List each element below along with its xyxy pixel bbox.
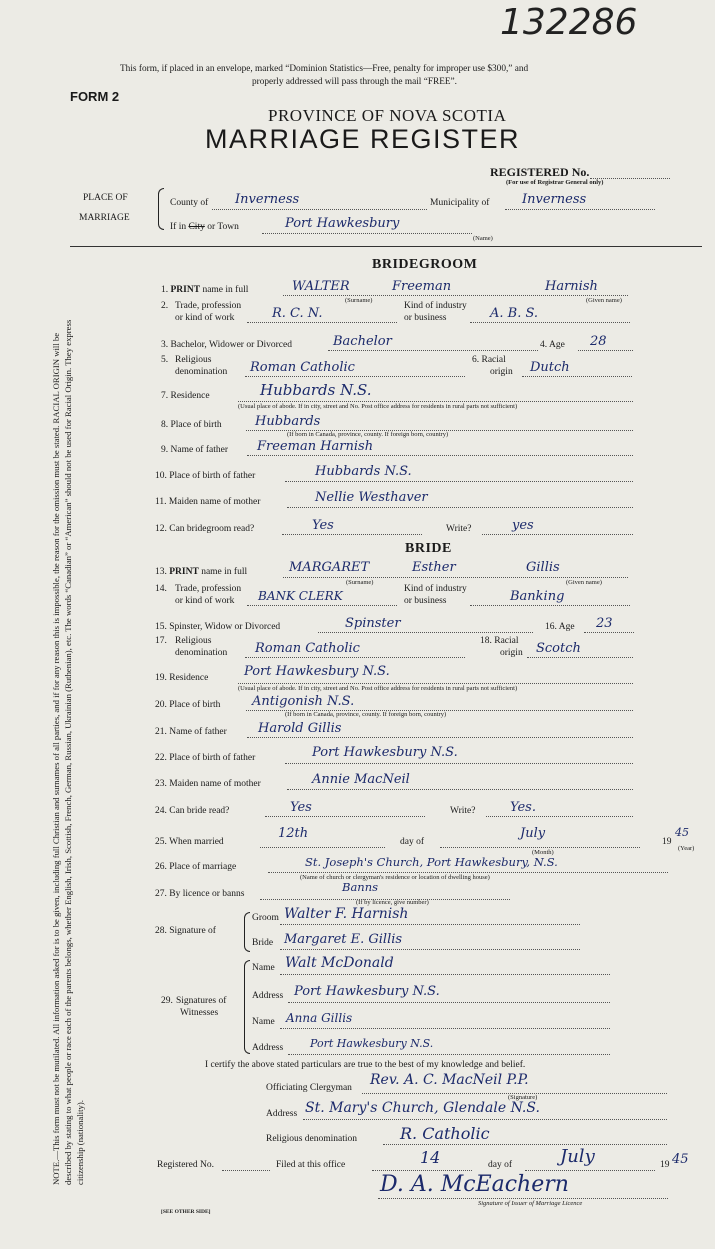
bride-father-birthplace-label: 22. Place of birth of father: [155, 753, 256, 763]
married-date-label: 25. When married: [155, 837, 224, 847]
place-of-label: PLACE OF: [83, 193, 128, 203]
mailing-note-line1: This form, if placed in an envelope, marked “Dominion Statistics—Free, penalty for improper use $300,” and: [120, 64, 529, 74]
married-month-note: (Month): [532, 849, 554, 856]
clergy-address: St. Mary's Church, Glendale N.S.: [305, 1100, 540, 1116]
bridegroom-heading: BRIDEGROOM: [372, 257, 478, 272]
bride-racial: Scotch: [536, 641, 581, 656]
groom-trade-line: [247, 322, 397, 323]
groom-sig-line: [280, 924, 580, 925]
bride-sig-label: Bride: [252, 938, 274, 948]
footer-month-line: [525, 1170, 655, 1171]
bride-age-label: 16. Age: [545, 622, 575, 632]
see-other-side: [SEE OTHER SIDE]: [161, 1209, 211, 1215]
town-name-note: (Name): [473, 235, 493, 242]
municipality-label: Municipality of: [430, 198, 490, 208]
married-month-line: [440, 847, 640, 848]
groom-industry-label-b: or business: [404, 313, 447, 323]
bride-given2: Esther: [412, 560, 456, 575]
footer-registered-line: [222, 1170, 270, 1171]
w2-name: Anna Gillis: [286, 1011, 353, 1025]
married-year-note: (Year): [678, 845, 695, 852]
groom-given2: Freeman: [392, 279, 452, 294]
clergy-addr-label: Address: [266, 1109, 298, 1119]
footer-registered-label: Registered No.: [157, 1160, 214, 1170]
footer-year-prefix: 19: [660, 1160, 670, 1170]
w2-name-label: Name: [252, 1017, 275, 1027]
registered-no-note: (For use of Registrar General only): [506, 179, 604, 186]
groom-given1: WALTER: [292, 279, 350, 294]
footer-filed-day: 14: [420, 1148, 441, 1167]
bride-residence-note: (Usual place of abode. If in city, street and No. Post office address for residents in rural parts not sufficient): [238, 685, 518, 692]
groom-trade-label-a: Trade, profession: [175, 301, 242, 311]
groom-residence-note: (Usual place of abode. If in city, street and No. Post office address for residents in rural parts not sufficient): [238, 403, 518, 410]
groom-age: 28: [590, 334, 607, 349]
groom-father-line: [247, 455, 633, 456]
w1-name: Walt McDonald: [285, 955, 394, 971]
groom-father-birthplace-line: [285, 481, 633, 482]
bride-trade: BANK CLERK: [258, 589, 343, 603]
w2-addr-label: Address: [252, 1043, 284, 1053]
bride-birth-note: (If born in Canada, province, county. If foreign born, country): [285, 711, 447, 718]
signature-label: 28. Signature of: [155, 926, 216, 936]
marriage-place-note: (Name of church or clergyman's residence or location of dwelling house): [300, 874, 490, 881]
bride-racial-label-a: 18. Racial: [480, 636, 519, 646]
marriage-place-line: [268, 872, 668, 873]
municipality-value: Inverness: [522, 192, 587, 207]
banns-label: 27. By licence or banns: [155, 889, 245, 899]
county-label: County of: [170, 198, 209, 208]
side-note: NOTE.—This form must not be mutilated. All information asked for is to be given, including full Christian and surnames of all parties, and if for any reason this is impossible, the reason for the omission must be stated. RACIAL ORIGIN will be described by stating to what people or race each of the parents belongs, whether English, Irish, Scottish, French, German, Russian, Ukrainian (Ruthenian), etc. The words “Canadian” or “American” should not be used for Racial Origin. They express citizenship (nationality).: [51, 319, 85, 1185]
groom-religion-label-a: Religious: [175, 355, 212, 365]
footer-filed-label: Filed at this office: [276, 1160, 346, 1170]
town-line: [262, 233, 472, 234]
groom-sig-label: Groom: [252, 913, 279, 923]
bride-father-label: 21. Name of father: [155, 727, 227, 737]
bride-heading: BRIDE: [405, 541, 452, 556]
groom-name-line: [283, 295, 628, 296]
bride-industry: Banking: [510, 589, 565, 604]
bride-religion-line: [245, 657, 465, 658]
bride-father-line: [247, 737, 633, 738]
bride-racial-line: [527, 657, 633, 658]
w2-name-line: [280, 1028, 610, 1029]
bride-religion-num: 17.: [155, 636, 167, 646]
witness-brace: [244, 960, 250, 1054]
witness-label-b: Witnesses: [180, 1008, 219, 1018]
w2-addr-line: [288, 1054, 610, 1055]
groom-religion-line: [245, 376, 465, 377]
groom-status-label: 3. Bachelor, Widower or Divorced: [161, 340, 292, 350]
groom-write-line: [482, 534, 633, 535]
bride-religion-label-a: Religious: [175, 636, 212, 646]
groom-racial-label-b: origin: [490, 367, 513, 377]
groom-racial-label-a: 6. Racial: [472, 355, 506, 365]
married-dayof-label: day of: [400, 837, 425, 847]
bride-trade-label-a: Trade, profession: [175, 584, 242, 594]
issuer-signature: D. A. McEachern: [380, 1172, 569, 1197]
groom-surname: Harnish: [545, 279, 598, 294]
groom-racial-line: [522, 376, 632, 377]
clergy-addr-line: [303, 1119, 667, 1120]
w1-addr-line: [288, 1002, 610, 1003]
groom-industry-line: [470, 322, 630, 323]
groom-residence-label: 7. Residence: [161, 391, 210, 401]
groom-racial: Dutch: [530, 360, 570, 375]
groom-trade-label-b: or kind of work: [175, 313, 235, 323]
bride-mother-label: 23. Maiden name of mother: [155, 779, 261, 789]
bride-industry-label-b: or business: [404, 596, 447, 606]
footer-filed-day-line: [372, 1170, 472, 1171]
w1-addr-label: Address: [252, 991, 284, 1001]
groom-given-note: (Given name): [586, 297, 622, 304]
form-label: FORM 2: [70, 89, 120, 104]
groom-read: Yes: [312, 518, 334, 533]
bride-status: Spinster: [345, 616, 401, 631]
clergy-religion: R. Catholic: [400, 1124, 490, 1143]
marriage-place-label: 26. Place of marriage: [155, 862, 237, 872]
bride-mother-line: [287, 789, 633, 790]
married-year: 45: [675, 826, 689, 839]
marriage-place: St. Joseph's Church, Port Hawkesbury, N.S.: [305, 855, 558, 869]
groom-father: Freeman Harnish: [257, 439, 374, 454]
bride-residence-line: [238, 683, 633, 684]
bride-sig-line: [280, 949, 580, 950]
bride-mother: Annie MacNeil: [312, 772, 410, 787]
bride-residence: Port Hawkesbury N.S.: [244, 664, 390, 679]
city-town-label: If in City or Town: [170, 222, 239, 232]
footer-filed-month: July: [560, 1146, 595, 1167]
w1-name-line: [280, 974, 610, 975]
certify-text: I certify the above stated particulars are true to the best of my knowledge and belief.: [205, 1060, 526, 1070]
groom-industry: A. B. S.: [490, 306, 539, 321]
bride-name-label: 13. PRINT name in full: [155, 567, 248, 577]
province-heading: PROVINCE OF NOVA SCOTIA: [268, 106, 507, 125]
groom-signature: Walter F. Harnish: [284, 906, 409, 922]
bride-father-birthplace-line: [285, 763, 633, 764]
groom-father-label: 9. Name of father: [161, 445, 228, 455]
bride-trade-num: 14.: [155, 584, 167, 594]
bride-trade-label-b: or kind of work: [175, 596, 235, 606]
groom-birthplace: Hubbards: [255, 414, 321, 429]
bride-religion-label-b: denomination: [175, 648, 228, 658]
groom-trade: R. C. N.: [272, 306, 323, 321]
bride-write-line: [486, 816, 633, 817]
bride-age-line: [584, 632, 634, 633]
bride-write: Yes.: [510, 800, 536, 815]
married-month: July: [520, 826, 546, 841]
bride-name-line: [283, 577, 628, 578]
signature-brace: [244, 912, 250, 952]
footer-dayof-label: day of: [488, 1160, 513, 1170]
groom-age-line: [578, 350, 633, 351]
clergy-label: Officiating Clergyman: [266, 1083, 352, 1093]
bride-racial-label-b: origin: [500, 648, 523, 658]
county-line: [212, 209, 427, 210]
place-brace: [158, 188, 164, 230]
groom-age-label: 4. Age: [540, 340, 565, 350]
bride-given1: MARGARET: [289, 560, 370, 575]
married-day: 12th: [278, 826, 309, 841]
witness-label-a: Signatures of: [176, 996, 227, 1006]
clergy-sig-note: (Signature): [508, 1094, 538, 1101]
bride-industry-label-a: Kind of industry: [404, 584, 467, 594]
page-title: MARRIAGE REGISTER: [205, 124, 521, 154]
groom-trade-num: 2.: [161, 301, 169, 311]
bride-signature: Margaret E. Gillis: [284, 932, 403, 947]
bride-surname-note: (Surname): [346, 579, 374, 586]
bride-status-label: 15. Spinster, Widow or Divorced: [155, 622, 281, 632]
clergy-signature: Rev. A. C. MacNeil P.P.: [370, 1072, 529, 1088]
groom-father-birthplace-label: 10. Place of birth of father: [155, 471, 256, 481]
groom-religion-num: 5.: [161, 355, 169, 365]
bride-birthplace-label: 20. Place of birth: [155, 700, 221, 710]
witness-num: 29.: [161, 996, 173, 1006]
banns-note: (If by licence, give number): [356, 899, 429, 906]
groom-read-line: [282, 534, 422, 535]
groom-status: Bachelor: [333, 334, 392, 349]
bride-father: Harold Gillis: [258, 721, 342, 736]
groom-birth-note: (If born in Canada, province, county. If foreign born, country): [287, 431, 449, 438]
county-value: Inverness: [235, 192, 300, 207]
handwritten-register-number: 132286: [500, 2, 638, 43]
bride-religion: Roman Catholic: [255, 641, 360, 656]
bride-age: 23: [596, 616, 613, 631]
registered-no-label: REGISTERED No.: [490, 165, 590, 179]
groom-religion-label-b: denomination: [175, 367, 228, 377]
groom-name-label: 1. PRINT name in full: [161, 285, 249, 295]
footer-filed-year: 45: [672, 1152, 689, 1167]
issuer-note: Signature of Issuer of Marriage Licence: [478, 1200, 583, 1207]
bride-read-label: 24. Can bride read?: [155, 806, 230, 816]
groom-status-line: [328, 350, 538, 351]
municipality-line: [505, 209, 655, 210]
issuer-line: [378, 1198, 668, 1199]
groom-residence: Hubbards N.S.: [260, 381, 372, 399]
marriage-label: MARRIAGE: [79, 213, 130, 223]
w2-addr: Port Hawkesbury N.S.: [310, 1037, 434, 1050]
married-year-prefix: 19: [662, 837, 672, 847]
mailing-note-line2: properly addressed will pass through the mail “FREE”.: [252, 77, 458, 87]
bride-surname: Gillis: [526, 560, 560, 575]
banns-value: Banns: [342, 880, 379, 894]
groom-religion: Roman Catholic: [250, 360, 355, 375]
groom-surname-note: (Surname): [345, 297, 373, 304]
groom-write-label: Write?: [446, 524, 472, 534]
groom-father-birthplace: Hubbards N.S.: [315, 464, 412, 479]
bride-read-line: [265, 816, 425, 817]
town-value: Port Hawkesbury: [285, 216, 400, 231]
bride-read: Yes: [290, 800, 312, 815]
groom-mother-line: [287, 507, 633, 508]
bride-given-note: (Given name): [566, 579, 602, 586]
groom-residence-line: [238, 401, 633, 402]
w1-name-label: Name: [252, 963, 275, 973]
married-day-line: [260, 847, 385, 848]
groom-read-label: 12. Can bridegroom read?: [155, 524, 255, 534]
bride-write-label: Write?: [450, 806, 476, 816]
bride-trade-line: [247, 605, 397, 606]
groom-industry-label-a: Kind of industry: [404, 301, 467, 311]
bride-residence-label: 19. Residence: [155, 673, 209, 683]
bride-birthplace: Antigonish N.S.: [252, 694, 355, 709]
bride-father-birthplace: Port Hawkesbury N.S.: [312, 745, 458, 760]
bride-industry-line: [470, 605, 630, 606]
top-rule: [70, 246, 702, 247]
groom-mother: Nellie Westhaver: [315, 490, 428, 505]
groom-birthplace-label: 8. Place of birth: [161, 420, 222, 430]
w1-addr: Port Hawkesbury N.S.: [294, 984, 440, 999]
groom-write: yes: [512, 518, 534, 533]
clergy-religion-line: [383, 1144, 667, 1145]
clergy-religion-label: Religious denomination: [266, 1134, 358, 1144]
groom-mother-label: 11. Maiden name of mother: [155, 497, 261, 507]
bride-status-line: [318, 632, 533, 633]
